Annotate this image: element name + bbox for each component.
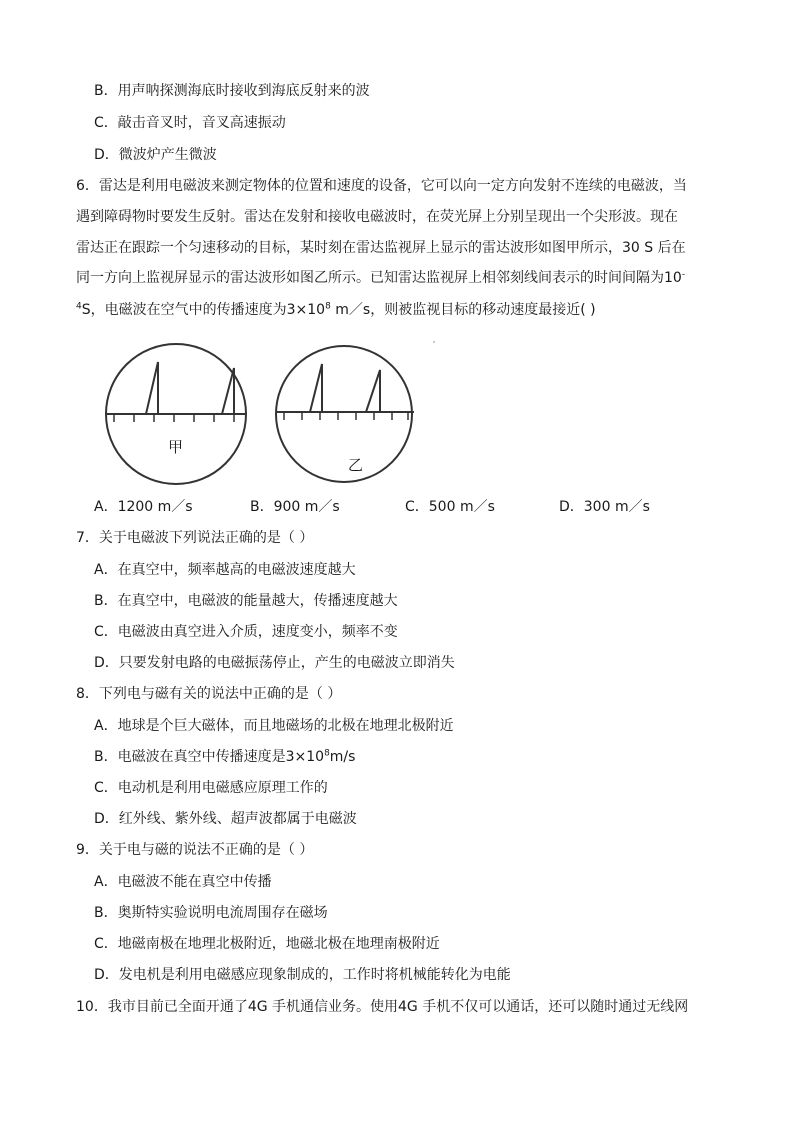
q6-stem-line5-text: S，电磁波在空气中的传播速度为3×10 (81, 302, 326, 318)
q9-stem: 9．关于电与磁的说法不正确的是（ ） (76, 842, 314, 858)
q8-option-c: C．电动机是利用电磁感应原理工作的 (94, 780, 328, 796)
q5-option-c: C．敲击音叉时，音叉高速振动 (94, 115, 286, 131)
q8-exponent-eight: 8 (324, 748, 330, 759)
q5-option-d: D．微波炉产生微波 (94, 147, 217, 163)
radar-screens-svg (104, 340, 444, 490)
q7-option-d: D．只要发射电路的电磁振荡停止，产生的电磁波立即消失 (94, 655, 455, 671)
radar-figure (104, 340, 444, 490)
q8-option-a: A．地球是个巨大磁体，而且地磁场的北极在地理北极附近 (94, 718, 454, 734)
q6-option-d: D．300 m／s (559, 499, 650, 515)
radar-label-jia: 甲 (168, 438, 184, 456)
q8-option-b-unit: m/s (329, 749, 356, 765)
q9-option-a: A．电磁波不能在真空中传播 (94, 874, 272, 890)
q6-stem-line1: 6．雷达是利用电磁波来测定物体的位置和速度的设备，它可以向一定方向发射不连续的电磁波，当 (76, 178, 687, 194)
q6-stem-line3: 雷达正在跟踪一个匀速移动的目标，某时刻在雷达监视屏上显示的雷达波形如图甲所示，30 S 后在 (76, 240, 686, 256)
q5-option-b: B．用声呐探测海底时接收到海底反射来的波 (94, 83, 370, 99)
q10-stem-line1: 10．我市目前已全面开通了4G 手机通信业务。使用4G 手机不仅可以通话，还可以随时通过无线网 (76, 999, 689, 1015)
radar-screen-yi-ticks (284, 412, 408, 420)
radar-jia-transmit-pulse (146, 362, 158, 414)
radar-label-yi: 乙 (348, 456, 364, 474)
q6-stem-line5 (76, 300, 596, 320)
q9-option-b: B．奥斯特实验说明电流周围存在磁场 (94, 905, 328, 921)
q6-exponent-minus: - (681, 269, 686, 280)
q6-option-b: B．900 m／s (250, 499, 340, 515)
radar-screen-yi (276, 346, 414, 482)
q8-option-b-text: B．电磁波在真空中传播速度是3×10 (94, 749, 325, 765)
radar-yi-transmit-pulse (310, 364, 322, 412)
q7-option-b: B．在真空中，电磁波的能量越大，传播速度越大 (94, 593, 398, 609)
q6-option-c: C．500 m／s (405, 499, 495, 515)
q6-exponent-four: 4 (76, 301, 82, 312)
q6-stem-line4 (76, 268, 685, 288)
q7-option-c: C．电磁波由真空进入介质，速度变小，频率不变 (94, 624, 398, 640)
q6-options (94, 497, 694, 517)
q6-stem-line4-text: 同一方向上监视屏显示的雷达波形如图乙所示。已知雷达监视屏上相邻刻线间表示的时间间隔为10 (76, 270, 682, 286)
radar-jia-echo-pulse (222, 368, 234, 414)
q7-option-a: A．在真空中，频率越高的电磁波速度越大 (94, 562, 356, 578)
q8-option-b (94, 747, 355, 767)
q9-option-c: C．地磁南极在地理北极附近，地磁北极在地理南极附近 (94, 936, 440, 952)
q7-stem: 7．关于电磁波下列说法正确的是（ ） (76, 530, 314, 546)
radar-screen-jia (106, 344, 246, 484)
q6-option-a: A．1200 m／s (94, 499, 193, 515)
q6-exponent-eight: 8 (325, 301, 331, 312)
q9-option-d: D．发电机是利用电磁感应现象制成的，工作时将机械能转化为电能 (94, 967, 511, 983)
q6-stem-line2: 遇到障碍物时要发生反射。雷达在发射和接收电磁波时，在荧光屏上分别呈现出一个尖形波。现在 (76, 209, 678, 225)
scan-dot (433, 341, 435, 343)
q8-option-d: D．红外线、紫外线、超声波都属于电磁波 (94, 811, 357, 827)
q8-stem: 8．下列电与磁有关的说法中正确的是（ ） (76, 686, 342, 702)
radar-yi-echo-pulse (366, 370, 380, 412)
radar-screen-jia-ticks (114, 414, 234, 422)
q6-stem-line5-tail: m／s，则被监视目标的移动速度最接近( ) (330, 302, 596, 318)
